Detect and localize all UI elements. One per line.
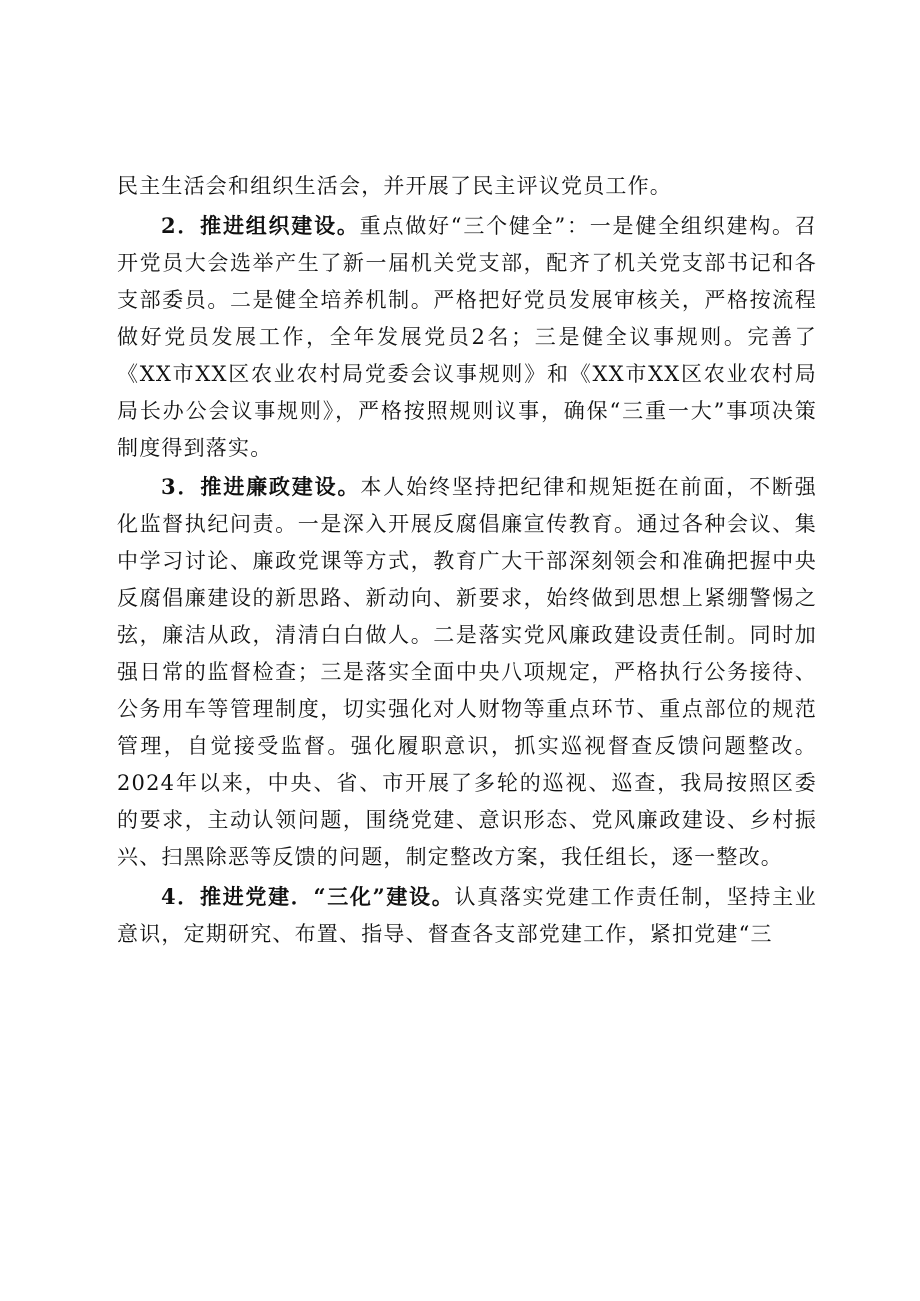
paragraph-2-heading: 2．推进组织建设。	[161, 212, 360, 238]
paragraph-2-text: 重点做好“三个健全”：一是健全组织建构。召开党员大会选举产生了新一届机关党支部，配齐了机关党支部书记和各支部委员。二是健全培养机制。严格把好党员发展审核关，严格按流程做好党员发展工作，全年发展党员2名；三是健全议事规则。完善了《XX市XX区农业农村局党委会议事规则》和《XX市XX区农业农村局局长办公会议事规则》，严格按照规则议事，确保“三重一大”事项决策制度得到落实。	[117, 213, 818, 460]
paragraph-3-text: 本人始终坚持把纪律和规矩挺在前面，不断强化监督执纪问责。一是深入开展反腐倡廉宣传教育。通过各种会议、集中学习讨论、廉政党课等方式，教育广大干部深刻领会和准确把握中央反腐倡廉建设的新思路、新动向、新要求，始终做到思想上紧绷警惕之弦，廉洁从政，清清白白做人。二是落实党风廉政建设责任制。同时加强日常的监督检查；三是落实全面中央八项规定，严格执行公务接待、公务用车等管理制度，切实强化对人财物等重点环节、重点部位的规范管理，自觉接受监督。强化履职意识，抓实巡视督查反馈问题整改。2024年以来，中央、省、市开展了多轮的巡视、巡查，我局按照区委的要求，主动认领问题，围绕党建、意识形态、党风廉政建设、乡村振兴、扫黑除恶等反馈的问题，制定整改方案，我任组长，逐一整改。	[117, 475, 817, 869]
paragraph-1-text: 民主生活会和组织生活会，并开展了民主评议党员工作。	[117, 174, 672, 198]
paragraph-4-heading: 4．推进党建．“三化”建设。	[161, 883, 455, 909]
document-body	[117, 168, 817, 954]
paragraph-1	[117, 168, 817, 205]
paragraph-4	[117, 878, 817, 953]
paragraph-3	[117, 468, 817, 876]
paragraph-4-text: 认真落实党建工作责任制，坚持主业意识，定期研究、布置、指导、督查各支部党建工作，紧扣党建“三	[117, 884, 817, 946]
paragraph-2	[117, 207, 817, 467]
paragraph-3-heading: 3．推进廉政建设。	[161, 474, 361, 499]
